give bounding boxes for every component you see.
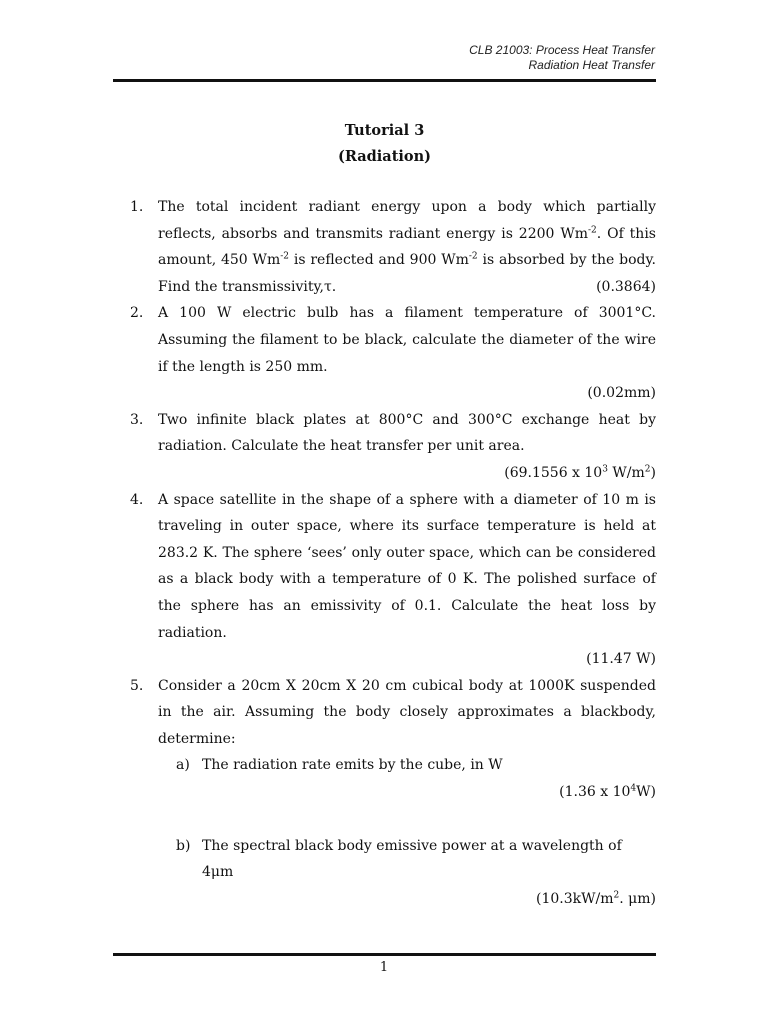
sub-question-answer: (1.36 x $10^4W$) (559, 783, 656, 801)
question-3 (130, 407, 656, 487)
header-course: CLB 21003: Process Heat Transfer (469, 43, 655, 57)
title-line-2: (Radiation) (338, 148, 431, 165)
header-topic: Radiation Heat Transfer (528, 58, 655, 72)
sub-question-label: a) (176, 757, 190, 774)
header-rule (113, 79, 656, 82)
footer-rule (113, 953, 656, 956)
question-text: Consider a 20cm X 20cm X 20 cm cubical body at 1000K suspended in the air. Assuming the body closely approximates a blackbody, determine: (158, 677, 656, 747)
question-text: A space satellite in the shape of a sphere with a diameter of 10 m is traveling in outer space, where its surface temperature is held at 283.2 K. The sphere ‘sees’ only outer space, which can be considered as a black body with a temperature of 0 K. The polished surface of the sphere has an emissivity of 0.1. Calculate the heat loss by radiation. (158, 491, 656, 641)
title-line-1: Tutorial 3 (344, 122, 425, 139)
running-header (469, 43, 655, 73)
question-number: 2. (130, 305, 144, 322)
question-text: The total incident radiant energy upon a body which partially reflects, absorbs and transmits radiant energy is 2200 $Wm^{-2}$. Of this amount, 450 $Wm^{-2}$ is reflected and 900 $Wm^{-2}$ is absorbed by the body. Find the transmissivity,τ. (158, 199, 656, 295)
question-text: A 100 W electric bulb has a filament temperature of 3001°C. Assuming the filament to be black, calculate the diameter of the wire if the length is 250 mm. (158, 305, 656, 375)
question-answer: (11.47 W) (586, 651, 656, 668)
sub-question-b (158, 833, 656, 913)
sub-question-label: b) (176, 837, 191, 854)
sub-question-text: The radiation rate emits by the cube, in W (202, 757, 503, 774)
spacer (158, 806, 656, 833)
question-answer: (0.3864) (596, 278, 656, 295)
question-number: 3. (130, 411, 144, 428)
question-5 (130, 673, 656, 913)
sub-question-a (158, 752, 656, 805)
question-4 (130, 487, 656, 673)
question-answer: (0.02mm) (587, 385, 656, 402)
tutorial-title (113, 118, 656, 170)
sub-question-text: The spectral black body emissive power at a wavelength of 4μm (202, 837, 622, 881)
question-2 (130, 300, 656, 406)
question-number: 1. (130, 199, 144, 215)
question-answer: (69.1556 x $10^3$ $W/m^2$) (504, 464, 656, 481)
page-number: 1 (379, 960, 389, 975)
question-number: 5. (130, 677, 144, 694)
question-text: Two infinite black plates at 800°C and 300°C exchange heat by radiation. Calculate the heat transfer per unit area. (158, 411, 656, 455)
question-number: 4. (130, 491, 144, 508)
question-1 (130, 194, 656, 300)
question-list (130, 194, 656, 912)
sub-question-answer: ($10.3kW/m^2$. μm) (536, 890, 656, 907)
